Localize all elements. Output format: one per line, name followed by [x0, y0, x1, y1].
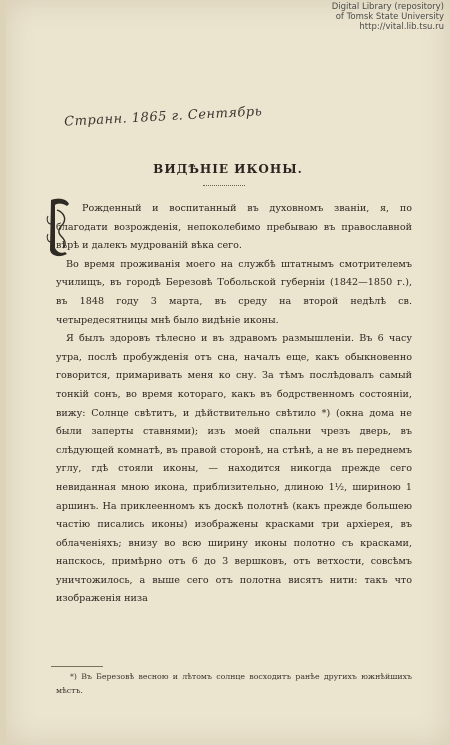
paragraph-3: Я былъ здоровъ тѣлесно и въ здравомъ размышленіи. Въ 6 часу утра, послѣ пробужденія отъ сна, началъ еще, какъ обыкновенно говорится, примаривать меня ко сну. За тѣмъ послѣдовалъ самый тонкій сонъ, во время котораго, какъ въ бодрственномъ состояніи, вижу: Солнце свѣтитъ, и дѣйствительно свѣтило *) (окна дома не были заперты ставнями); изъ моей спальни чрезъ дверь, въ слѣдующей комнатѣ, въ правой сторонѣ, на стѣнѣ, а не въ переднемъ углу, гдѣ стояли иконы, — находится никогда прежде сего невиданная мною икона, приблизительно, длиною 1½, шириною 1 аршинъ. На приклеенномъ къ доскѣ полотнѣ (какъ прежде большею частію писались иконы) изображены красками три архіерея, въ облаченіяхъ; внизу во всю ширину иконы полотно съ красками, напскось, примѣрно отъ 6 до 3 вершковъ, отъ ветхости, совсѣмъ уничтожилось, а выше сего отъ полотна висятъ нити: такъ что изображенія низа	[56, 333, 412, 605]
footnote: *) Въ Березовѣ весною и лѣтомъ солнце восходитъ ранѣе другихъ южнѣйшихъ мѣстъ.	[56, 672, 412, 695]
paragraph-2: Во время проживанія моего на службѣ штатнымъ смотрителемъ училищъ, въ городѣ Березовѣ Тобольской губерніи (1842—1850 г.), въ 1848 году 3 марта, въ среду на второй недѣлѣ св. четыредесятницы мнѣ было видѣніе иконы.	[56, 258, 412, 326]
handwritten-note: Странн. 1865 г. Сентябрь	[63, 104, 263, 130]
body-text	[56, 200, 412, 609]
paragraph-1: Рожденный и воспитанный въ духовномъ званіи, я, по благодати возрожденія, непоколебимо пребываю въ православной вѣрѣ и далекъ мудрованій вѣка сего.	[56, 203, 412, 252]
document-page	[6, 0, 450, 745]
library-watermark	[332, 2, 444, 32]
title-divider	[203, 185, 245, 186]
footnote-divider	[51, 666, 103, 667]
watermark-line-1: Digital Library (repository)	[331, 2, 444, 12]
page-title: ВИДѢНІЕ ИКОНЫ.	[153, 162, 303, 176]
watermark-line-3: http://vital.lib.tsu.ru	[359, 22, 444, 32]
watermark-line-2: of Tomsk State University	[335, 12, 444, 22]
